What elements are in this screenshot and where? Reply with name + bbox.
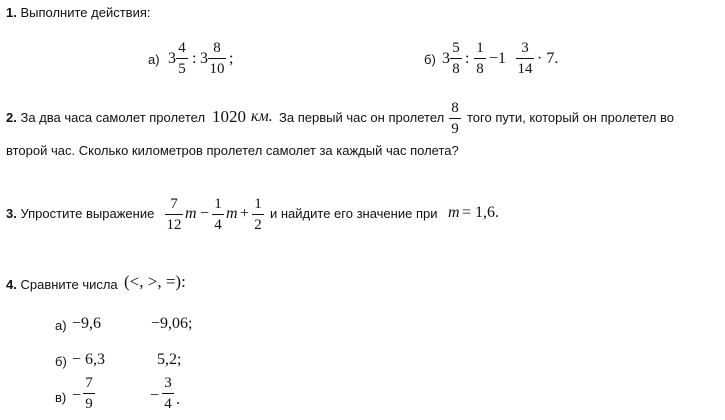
denominator: 9 — [451, 121, 459, 137]
numerator: 4 — [178, 40, 186, 56]
numerator: 1 — [254, 196, 262, 212]
fraction — [162, 374, 174, 413]
whole-part: 3 — [442, 50, 450, 67]
operator: − — [200, 205, 210, 222]
punctuation: ; — [229, 50, 234, 67]
task-text: Упростите выражение — [20, 206, 155, 221]
denominator: 2 — [254, 217, 262, 233]
fraction — [212, 195, 224, 234]
numerator: 1 — [214, 196, 222, 212]
operator: · 7. — [537, 50, 559, 67]
fraction — [165, 195, 183, 234]
task-number: 4. — [6, 277, 17, 292]
variable: m — [226, 205, 238, 222]
number-left: −9,6 — [72, 315, 102, 332]
numerator: 3 — [521, 40, 529, 56]
task-text: того пути, который он пролетел во — [467, 110, 674, 125]
denominator: 4 — [214, 217, 222, 233]
task-text: и найдите его значение при — [270, 206, 438, 221]
fraction — [176, 39, 188, 78]
task-number: 1. — [6, 5, 17, 20]
number-left: − 6,3 — [72, 351, 106, 368]
numerator: 1 — [476, 40, 484, 56]
variable: m — [448, 204, 460, 221]
numerator: 7 — [170, 196, 178, 212]
denominator: 10 — [209, 61, 225, 77]
sign: − — [150, 387, 160, 404]
task-3-text — [6, 206, 154, 221]
task-2-line-2: второй час. Сколько километров пролетел самолет за каждый час полета? — [6, 143, 459, 158]
numerator: 7 — [85, 375, 93, 391]
number-right: −9,06; — [151, 315, 193, 332]
operator: : — [192, 50, 197, 67]
denominator: 9 — [85, 396, 93, 412]
fraction — [450, 39, 462, 78]
variable: m — [185, 205, 197, 222]
item-label: в) — [55, 390, 67, 405]
numerator: 8 — [451, 100, 459, 116]
item-label: а) — [55, 318, 67, 333]
task-text: За первый час он пролетел — [279, 110, 445, 125]
fraction — [83, 374, 95, 413]
whole-part: 3 — [168, 50, 176, 67]
fraction — [208, 39, 226, 78]
denominator: 8 — [452, 61, 460, 77]
sign: − — [72, 387, 82, 404]
distance-unit: км. — [251, 108, 273, 125]
fraction — [252, 195, 264, 234]
denominator: 4 — [164, 396, 172, 412]
numerator: 5 — [452, 40, 460, 56]
operator: : — [465, 50, 470, 67]
denominator: 12 — [166, 217, 182, 233]
item-label: а) — [148, 52, 160, 67]
punctuation: . — [176, 391, 180, 408]
whole-part: 3 — [200, 50, 208, 67]
task-number: 3. — [6, 206, 17, 221]
task-2-line-1 — [6, 110, 205, 125]
fraction — [474, 39, 486, 78]
operator: + — [240, 205, 250, 222]
fraction — [516, 39, 534, 78]
value: = 1,6. — [462, 204, 500, 221]
distance-value: 1020 — [212, 107, 246, 126]
task-number: 2. — [6, 110, 17, 125]
task-4-heading — [6, 277, 118, 292]
task-text: Сравните числа — [20, 277, 118, 292]
denominator: 14 — [517, 61, 533, 77]
denominator: 5 — [178, 61, 186, 77]
denominator: 8 — [476, 61, 484, 77]
task-text: Выполните действия: — [20, 5, 151, 20]
comparison-signs: (<, >, =): — [124, 272, 186, 291]
operator: −1 — [489, 50, 507, 67]
numerator: 3 — [164, 375, 172, 391]
number-right: 5,2; — [157, 351, 182, 368]
task-1-heading — [6, 5, 151, 20]
item-label: б) — [424, 52, 436, 67]
item-label: б) — [55, 354, 67, 369]
fraction — [449, 99, 461, 138]
task-text: За два часа самолет пролетел — [20, 110, 206, 125]
numerator: 8 — [213, 40, 221, 56]
